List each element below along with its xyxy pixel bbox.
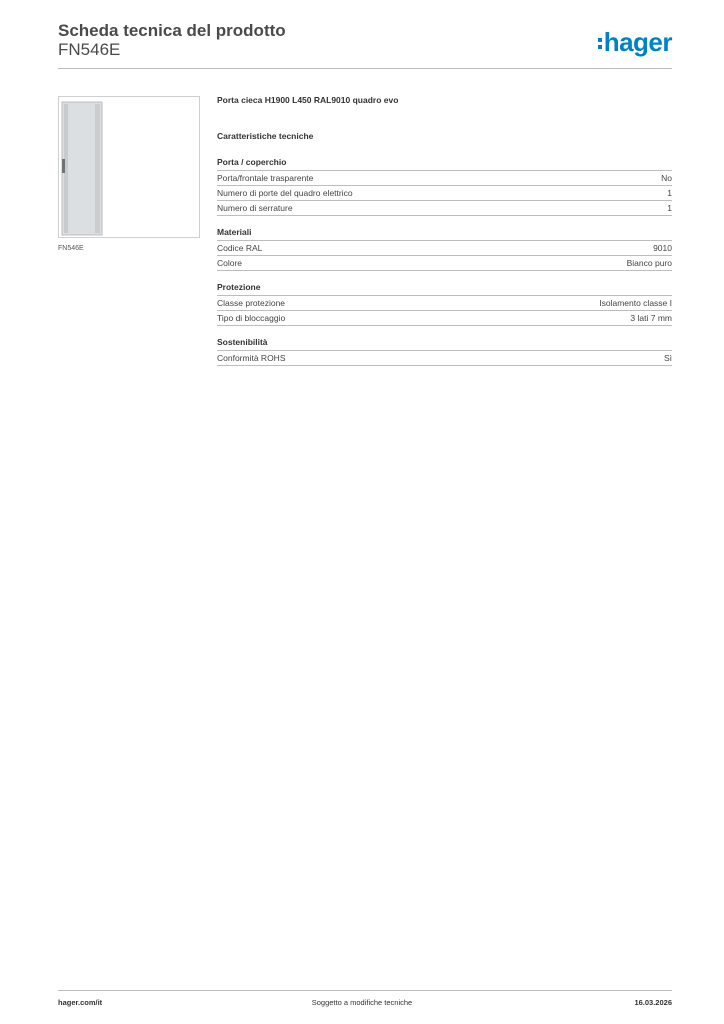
section-title: Porta / coperchio — [217, 156, 672, 171]
spec-label: Classe protezione — [217, 298, 286, 308]
spec-row — [217, 241, 672, 256]
footer-divider — [58, 990, 672, 991]
spec-label: Conformità ROHS — [217, 353, 286, 363]
spec-value: No — [661, 173, 672, 183]
spec-value: 9010 — [653, 243, 672, 253]
spec-content — [217, 95, 672, 376]
footer-website-link[interactable]: hager.com/it — [58, 998, 103, 1007]
footer-date: 16.03.2026 — [634, 998, 672, 1007]
spec-row — [217, 201, 672, 216]
logo-text: hager — [603, 27, 672, 57]
spec-value: 1 — [667, 203, 672, 213]
spec-label: Codice RAL — [217, 243, 263, 253]
spec-row — [217, 256, 672, 271]
spec-row — [217, 311, 672, 326]
product-image — [58, 96, 200, 238]
spec-row — [217, 186, 672, 201]
spec-label: Tipo di bloccaggio — [217, 313, 286, 323]
footer-notice: Soggetto a modifiche tecniche — [311, 998, 413, 1007]
section-protezione — [217, 281, 672, 326]
spec-value: Isolamento classe I — [599, 298, 672, 308]
spec-label: Numero di serrature — [217, 203, 293, 213]
section-title: Protezione — [217, 281, 672, 296]
product-code: FN546E — [58, 40, 121, 59]
section-materiali — [217, 226, 672, 271]
spec-row — [217, 171, 672, 186]
section-title: Materiali — [217, 226, 672, 241]
image-caption: FN546E — [58, 245, 84, 252]
section-porta — [217, 156, 672, 216]
section-title: Sostenibilità — [217, 336, 672, 351]
logo-dots-icon — [598, 38, 602, 49]
hager-logo — [598, 28, 672, 56]
page-title: Scheda tecnica del prodotto — [58, 21, 286, 40]
spec-label: Porta/frontale trasparente — [217, 173, 314, 183]
spec-value: Bianco puro — [626, 258, 672, 268]
spec-value: Sì — [663, 353, 672, 363]
door-panel-icon — [59, 97, 199, 237]
spec-label: Numero di porte del quadro elettrico — [217, 188, 353, 198]
spec-row — [217, 296, 672, 311]
product-name: Porta cieca H1900 L450 RAL9010 quadro evo — [217, 95, 399, 105]
spec-label: Colore — [217, 258, 243, 268]
spec-value: 1 — [667, 188, 672, 198]
tech-heading: Caratteristiche tecniche — [217, 131, 314, 141]
section-sostenibilita — [217, 336, 672, 366]
spec-row — [217, 351, 672, 366]
header-divider — [58, 68, 672, 69]
spec-value: 3 lati 7 mm — [630, 313, 672, 323]
